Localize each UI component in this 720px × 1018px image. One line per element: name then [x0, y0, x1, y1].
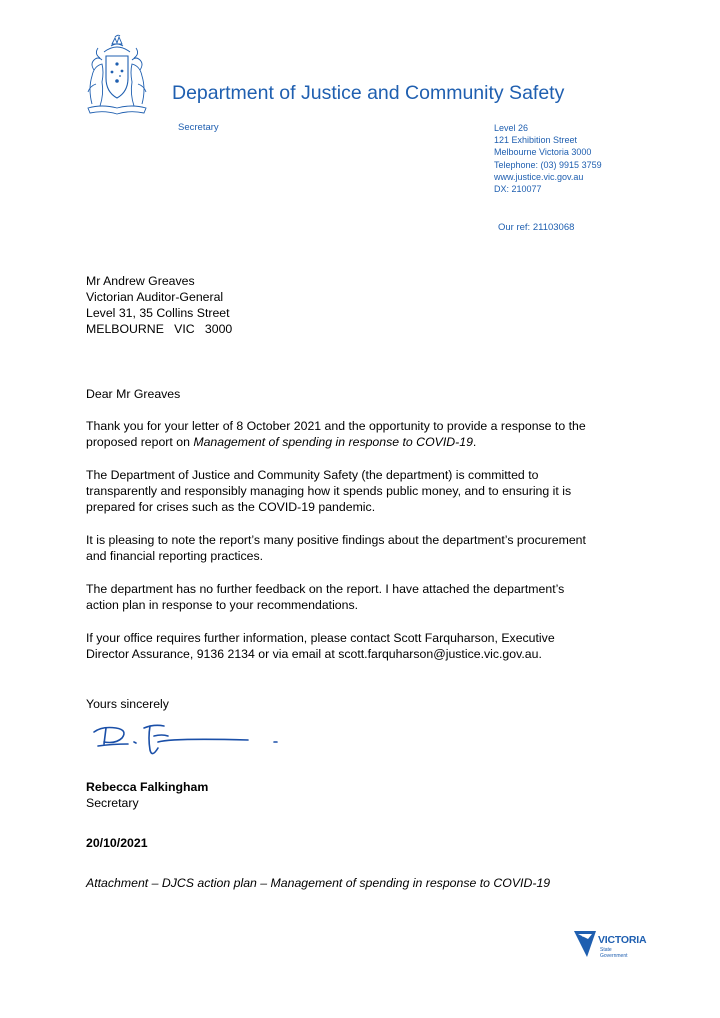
paragraph-line: Director Assurance, 9136 2134 or via email at scott.farquharson@justice.vic.gov.au.: [86, 647, 542, 661]
logo-subtitle: State Government: [600, 947, 628, 959]
paragraph-line: transparently and responsibly managing how it spends public money, and to ensuring it is: [86, 484, 572, 498]
paragraph-3: [86, 532, 646, 564]
signature: [92, 720, 292, 760]
attachment-note: Attachment – DJCS action plan – Management of spending in response to COVID-19: [86, 876, 551, 890]
recipient-street: Level 31, 35 Collins Street: [86, 306, 230, 320]
recipient-city: MELBOURNE VIC 3000: [86, 322, 233, 336]
report-title: Management of spending in response to COVID-19: [193, 435, 473, 449]
paragraph-line: action plan in response to your recommendations.: [86, 598, 359, 612]
paragraph-5: [86, 630, 646, 662]
website: www.justice.vic.gov.au: [494, 171, 584, 182]
logo-wordmark: VICTORIA: [598, 934, 647, 946]
paragraph-line: [86, 434, 646, 450]
signer-name: Rebecca Falkingham: [86, 780, 209, 794]
closing: Yours sincerely: [86, 697, 169, 711]
address-line: Level 26: [494, 123, 529, 133]
our-reference: Our ref: 21103068: [498, 222, 575, 233]
department-name: Department of Justice and Community Safety: [172, 82, 565, 104]
paragraph-text: proposed report on: [86, 435, 194, 449]
secretary-label: Secretary: [178, 122, 219, 133]
recipient-title: Victorian Auditor-General: [86, 290, 224, 304]
address-line: Melbourne Victoria 3000: [494, 147, 592, 158]
paragraph-line: If your office requires further information, please contact Scott Farquharson, Executive: [86, 631, 555, 645]
paragraph-line: The department has no further feedback on the report. I have attached the department’s: [86, 582, 565, 596]
paragraph-1: [86, 418, 646, 450]
recipient-name: Mr Andrew Greaves: [86, 274, 195, 288]
letter-date: 20/10/2021: [86, 836, 148, 850]
address-block: [494, 122, 602, 195]
victoria-state-government-logo: [574, 929, 647, 967]
paragraph-line: Thank you for your letter of 8 October 2021 and the opportunity to provide a response to the: [86, 419, 586, 433]
coat-of-arms-icon: [82, 34, 152, 116]
paragraph-line: The Department of Justice and Community Safety (the department) is committed to: [86, 468, 539, 482]
salutation: Dear Mr Greaves: [86, 387, 181, 401]
telephone: Telephone: (03) 9915 3759: [494, 159, 602, 170]
paragraph-line: and financial reporting practices.: [86, 549, 264, 563]
signer-title: Secretary: [86, 796, 139, 810]
paragraph-line: prepared for crises such as the COVID-19 pandemic.: [86, 500, 376, 514]
paragraph-4: [86, 581, 646, 613]
paragraph-line: It is pleasing to note the report’s many positive findings about the department’s procurement: [86, 533, 586, 547]
address-line: 121 Exhibition Street: [494, 135, 578, 146]
paragraph-2: [86, 467, 646, 515]
paragraph-text: .: [472, 435, 477, 449]
recipient-address: [86, 273, 232, 337]
dx-number: DX: 210077: [494, 184, 542, 195]
